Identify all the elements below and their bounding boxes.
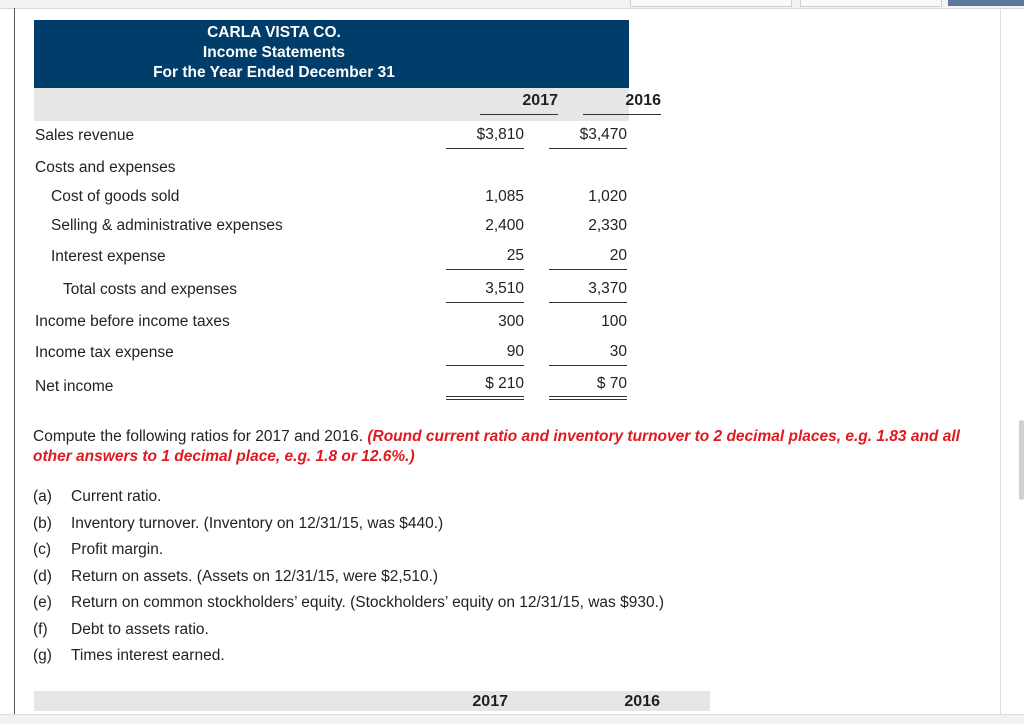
double-rule [446,399,524,400]
rule [549,269,627,270]
cogs-label: Cost of goods sold [51,188,180,205]
left-border [14,8,15,714]
instructions-rounding-note: (Round current ratio and inventory turnover to 2 decimal places, e.g. 1.83 and all other answers to 1 decimal place, e.g. 1.8 or 12.6%.) [33,428,960,465]
answer-year-2016: 2016 [624,693,660,710]
top-tab-3 [948,0,1024,6]
rule [549,302,627,303]
statement-period: For the Year Ended December 31 [153,64,395,81]
question-label: (b) [33,515,52,532]
costs-header-label: Costs and expenses [35,159,176,176]
question-label: (e) [33,594,52,611]
tax-2016: 30 [609,343,627,360]
rule [446,302,524,303]
sales-2017: $3,810 [476,126,524,143]
income-before-2016: 100 [601,313,627,330]
right-border [1000,8,1001,714]
selling-2017: 2,400 [485,217,524,234]
question-label: (g) [33,647,52,664]
question-c [33,541,163,559]
instructions [33,427,963,467]
rule [549,365,627,366]
top-tab-2 [800,0,942,7]
interest-2016: 20 [609,247,627,264]
net-income-2017: $ 210 [485,375,524,392]
total-label: Total costs and expenses [63,281,238,298]
double-rule [549,396,627,397]
question-a [33,488,161,506]
answer-year-2017: 2017 [472,693,508,710]
answer-table-header [34,691,710,711]
top-tab-1 [630,0,792,7]
question-text: Debt to assets ratio. [71,621,209,638]
rule [549,148,627,149]
cogs-2016: 1,020 [588,188,627,205]
total-2017: 3,510 [485,280,524,297]
rule [446,269,524,270]
question-g [33,647,225,665]
question-label: (c) [33,541,52,558]
interest-2017: 25 [506,247,524,264]
question-f [33,621,209,639]
sales-label: Sales revenue [35,127,135,144]
cogs-2017: 1,085 [485,188,524,205]
question-label: (a) [33,488,52,505]
question-label: (d) [33,568,52,585]
tax-label: Income tax expense [35,344,174,361]
question-text: Return on assets. (Assets on 12/31/15, were $2,510.) [71,568,439,585]
income-before-2017: 300 [498,313,524,330]
interest-label: Interest expense [51,248,166,265]
rule [446,365,524,366]
year-2016-header: 2016 [583,92,661,115]
income-before-label: Income before income taxes [35,313,230,330]
sales-2016: $3,470 [579,126,627,143]
net-income-label: Net income [35,378,114,395]
scrollbar-thumb[interactable] [1019,420,1024,500]
question-label: (f) [33,621,48,638]
year-header-row [34,88,661,121]
company-name: CARLA VISTA CO. [207,24,341,41]
year-2017-header: 2017 [480,92,558,115]
question-text: Profit margin. [71,541,164,558]
rule [446,148,524,149]
tax-2017: 90 [506,343,524,360]
question-text: Times interest earned. [71,647,225,664]
double-rule [446,396,524,397]
question-text: Current ratio. [71,488,162,505]
total-2016: 3,370 [588,280,627,297]
double-rule [549,399,627,400]
selling-2016: 2,330 [588,217,627,234]
net-income-2016: $ 70 [596,375,627,392]
statement-title: Income Statements [202,44,346,61]
question-d [33,568,438,586]
instructions-text: Compute the following ratios for 2017 and 2016. [33,428,364,445]
question-e [33,594,664,612]
browser-top-strip [0,0,1024,9]
question-text: Inventory turnover. (Inventory on 12/31/15, was $440.) [71,515,444,532]
question-text: Return on common stockholders’ equity. (Stockholders’ equity on 12/31/15, was $930.) [71,594,665,611]
statement-header [34,20,629,88]
selling-label: Selling & administrative expenses [51,217,283,234]
question-b [33,515,443,533]
